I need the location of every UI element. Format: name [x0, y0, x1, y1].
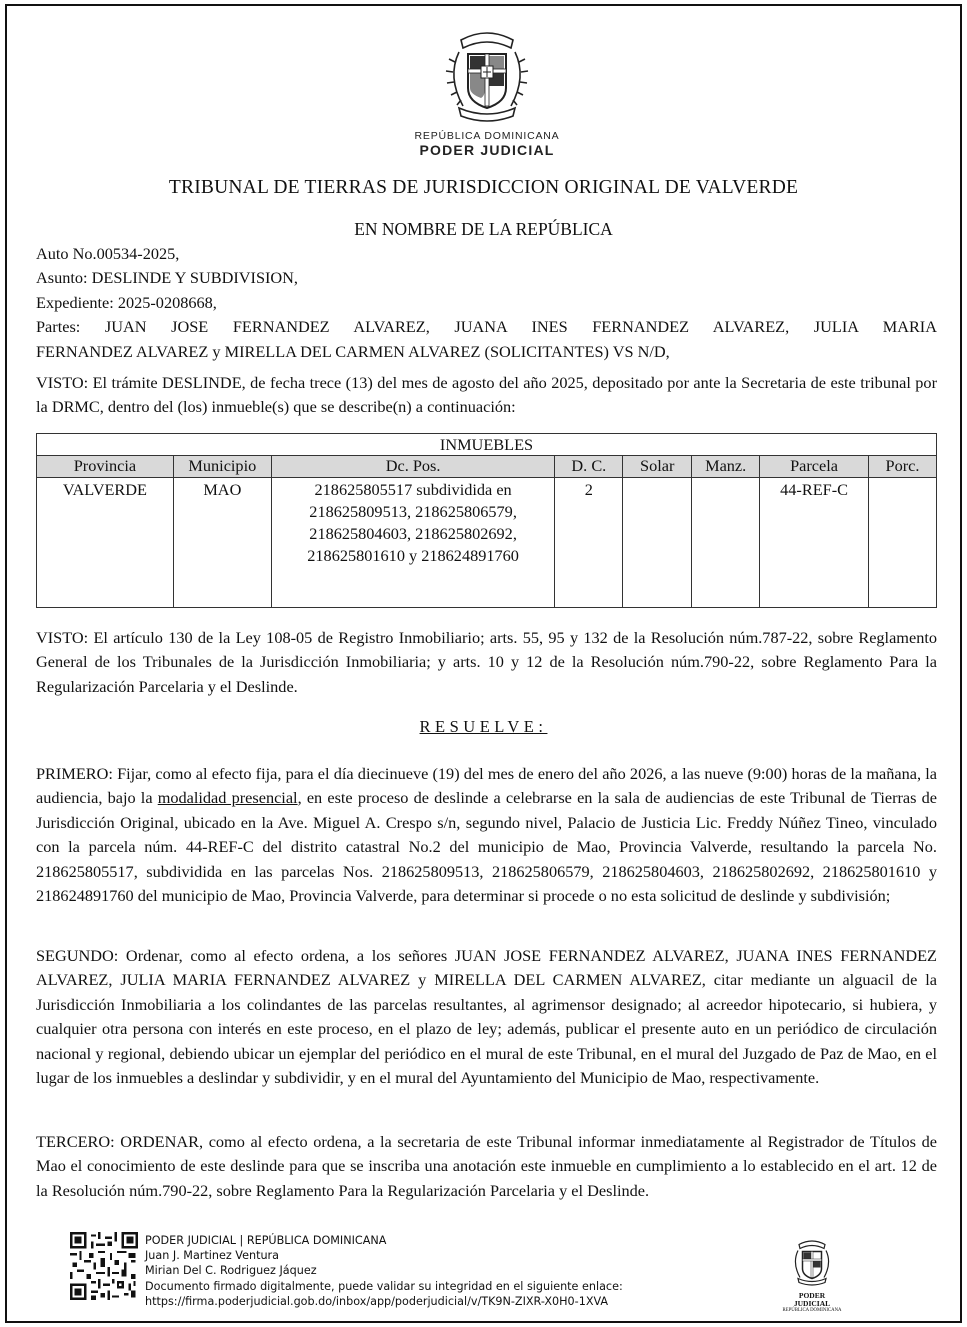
header-dc: D. C. [555, 456, 623, 478]
cell-solar [623, 478, 692, 608]
header-solar: Solar [623, 456, 692, 478]
signer-1: Juan J. Martinez Ventura [145, 1249, 279, 1263]
cell-municipio: MAO [173, 478, 271, 608]
asunto: Asunto: DESLINDE Y SUBDIVISION, [36, 268, 299, 288]
poder-judicial-label: PODER JUDICIAL [419, 142, 555, 158]
footer-institution: PODER JUDICIAL | REPÚBLICA DOMINICANA [145, 1234, 387, 1247]
dc-pos-line: 218625804603, 218625802692, [309, 524, 517, 543]
visto-paragraph-2: VISTO: El artículo 130 de la Ley 108-05 de Registro Inmobiliario; arts. 55, 95 y 132 de la Resolución núm.787-22, sobre Reglamento General de los Tribunales de la Jurisdicción Inmobiliaria; y arts. 10 y 12 de la Resolución núm.790-22, sobre Reglamento Para la Regularización Parcelaria y el Deslinde. [36, 628, 937, 696]
coat-of-arms-small-icon [789, 1235, 835, 1287]
primero-text-end: , en este proceso de deslinde a celebrarse en la sala de audiencias de este Tribunal de Tierras de Jurisdicción Original, ubicado en la Ave. Miguel A. Crespo s/n, segundo nivel, Palacio de Justicia Lic. Freddy Núñez Tineo, vinculado con la parcela núm. 44-REF-C del distrito catastral No.2 del municipio de Mao, Provincia Valverde, resultando la parcela No. 218625805517, subdividida en las parcelas Nos. 218625809513, 218625806579, 218625804603, 218625802692, 218625801610 y 218624891760 del municipio de Mao, Provincia Valverde, para determinar si procede o no esta solicitud de deslinde y subdivisión; [36, 788, 938, 906]
cell-parcela: 44-REF-C [760, 478, 869, 608]
tercero-paragraph: TERCERO: ORDENAR, como al efecto ordena, a la secretaria de este Tribunal informar inmediatamente al Registrador de Títulos de Mao el conocimiento de este deslinde para que se inscriba una anotación este inmueble en cumplimiento a lo establecido en el art. 12 de la Resolución núm.790-22, sobre Reglamento Para la Regularización Parcelaria y el Deslinde. [36, 1132, 937, 1200]
segundo-paragraph: SEGUNDO: Ordenar, como al efecto ordena, a los señores JUAN JOSE FERNANDEZ ALVAREZ, JUANA INES FERNANDEZ ALVAREZ, JULIA MARIA FERNANDEZ ALVAREZ y MIRELLA DEL CARMEN ALVAREZ, citar mediante un alguacil de la Jurisdicción Inmobiliaria a los colindantes de las parcelas resultantes, al agrimensor designado; al acreedor hipotecario, si hubiera, y cualquier otra persona con interés en este proceso, en el plazo de ley; además, publicar el presente auto en un periódico de circulación nacional y regional, debiendo ubicar un ejemplar del periódico en el mural de este Tribunal, en el mural del Juzgado de Paz de Mao, en el lugar de los inmuebles a deslindar y subdividir, y en el mural del Ayuntamiento del Municipio de Mao, respectivamente. [36, 946, 937, 1088]
republic-label: REPÚBLICA DOMINICANA [414, 130, 560, 142]
header-provincia: Provincia [37, 456, 174, 478]
cell-dc: 2 [555, 478, 623, 608]
header-porc: Porc. [869, 456, 937, 478]
cell-dc-pos [271, 478, 555, 608]
header-municipio: Municipio [173, 456, 271, 478]
dc-pos-line: 218625809513, 218625806579, [309, 502, 517, 521]
auto-number: Auto No.00534-2025, [36, 244, 180, 263]
coat-of-arms-icon [441, 22, 533, 124]
signature-footer [70, 1232, 870, 1318]
cell-provincia: VALVERDE [37, 478, 174, 608]
signer-2: Mirian Del C. Rodriguez Jáquez [145, 1264, 317, 1278]
validation-link[interactable]: https://firma.poderjudicial.gob.do/inbox/app/poderjudicial/v/TK9N-ZIXR-X0H0-1XVA [145, 1294, 609, 1308]
dc-pos-line: 218625801610 y 218624891760 [307, 546, 519, 565]
table-header-row [37, 456, 937, 478]
header-emblem-block [402, 22, 572, 158]
visto-paragraph-1: VISTO: El trámite DESLINDE, de fecha trece (13) del mes de agosto del año 2025, depositado por ante la Secretaria de este tribunal por la DRMC, dentro del (los) inmueble(s) que se describe(n) a continuación: [36, 373, 937, 417]
inmuebles-caption: INMUEBLES [37, 434, 937, 456]
seal-poder-judicial: PODER JUDICIAL [793, 1291, 831, 1308]
tribunal-title: TRIBUNAL DE TIERRAS DE JURISDICCION ORIGINAL DE VALVERDE [168, 177, 799, 198]
dc-pos-line: 218625805517 subdividida en [314, 480, 512, 499]
header-parcela: Parcela [760, 456, 869, 478]
cell-manz [692, 478, 760, 608]
cell-porc [869, 478, 937, 608]
partes-line-1: Partes: JUAN JOSE FERNANDEZ ALVAREZ, JUANA INES FERNANDEZ ALVAREZ, JULIA MARIA [36, 317, 937, 337]
modalidad-presencial: modalidad presencial [157, 788, 298, 808]
inmuebles-table [36, 433, 937, 608]
validation-note: Documento firmado digitalmente, puede validar su integridad en el siguiente enlace: [145, 1279, 623, 1293]
seal-republica: REPÚBLICA DOMINICANA [782, 1308, 842, 1313]
qr-code-icon [70, 1232, 138, 1300]
footer-seal [782, 1235, 842, 1314]
table-row [37, 478, 937, 608]
primero-paragraph [36, 762, 937, 908]
header-dc-pos: Dc. Pos. [271, 456, 555, 478]
nombre-republica: EN NOMBRE DE LA REPÚBLICA [354, 219, 613, 239]
resuelve-heading: RESUELVE: [419, 717, 548, 736]
header-manz: Manz. [692, 456, 760, 478]
signature-text [145, 1233, 623, 1309]
partes-line-2: FERNANDEZ ALVAREZ y MIRELLA DEL CARMEN ALVAREZ (SOLICITANTES) VS N/D, [36, 341, 670, 361]
case-meta [36, 242, 937, 364]
primero-text-start: PRIMERO: Fijar, como al efecto fija, para el día diecinueve (19) del mes de enero del año 2026, a las nueve (9:00) horas de la mañana, la audiencia, bajo la [36, 764, 937, 808]
expediente: Expediente: 2025-0208668, [36, 292, 217, 312]
